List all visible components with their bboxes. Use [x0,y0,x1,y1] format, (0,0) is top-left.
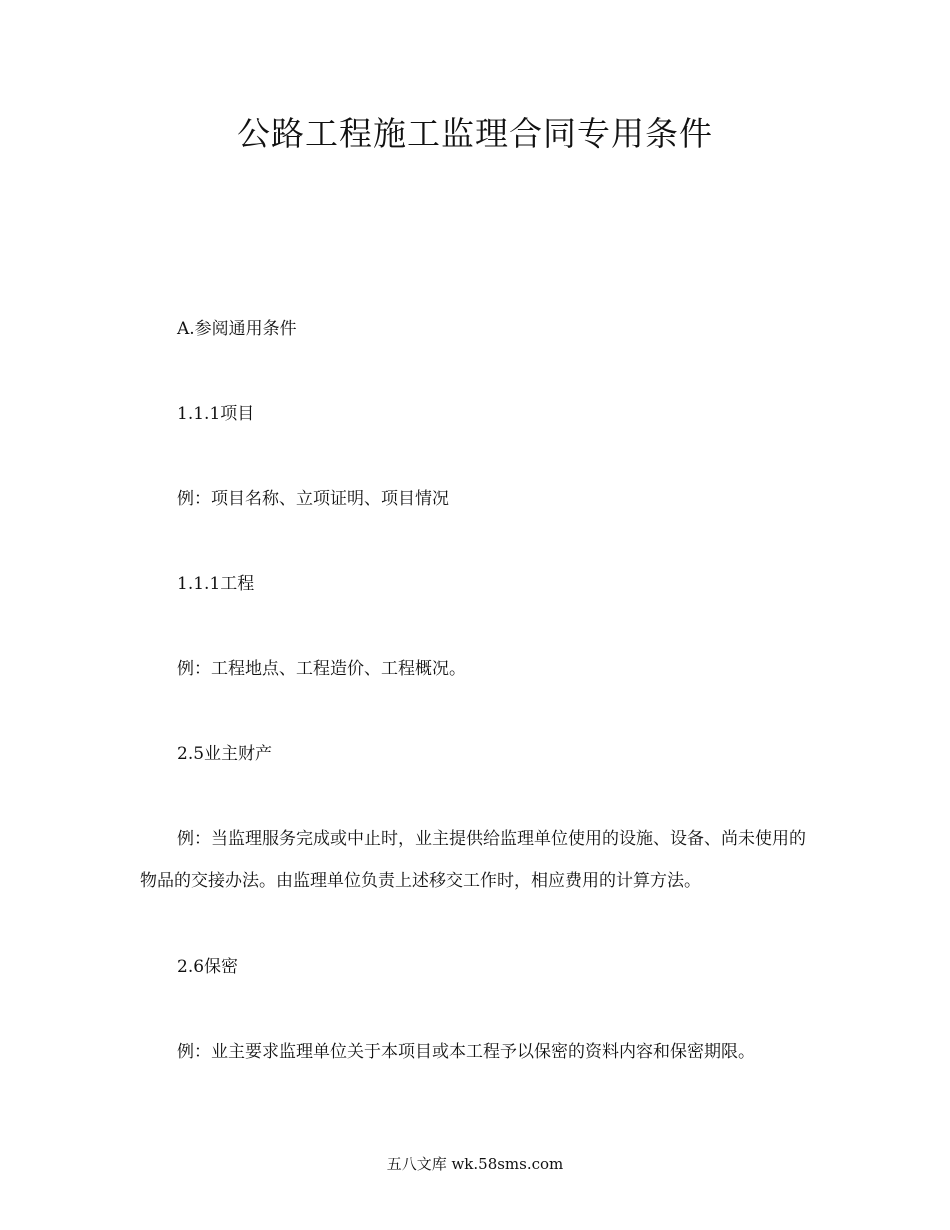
example-paragraph: 例：当监理服务完成或中止时，业主提供给监理单位使用的设施、设备、尚未使用的物品的交接办法。由监理单位负责上述移交工作时，相应费用的计算方法。 [140,829,806,891]
example-paragraph: 例：业主要求监理单位关于本项目或本工程予以保密的资料内容和保密期限。 [177,1042,755,1062]
section-heading: 2.6保密 [177,957,239,977]
section-heading: A.参阅通用条件 [177,319,297,339]
section-heading: 1.1.1项目 [177,404,255,424]
document-title: 公路工程施工监理合同专用条件 [237,114,713,153]
example-paragraph: 例：工程地点、工程造价、工程概况。 [177,659,466,679]
page-footer: 五八文库 wk.58sms.com [386,1155,564,1173]
section-heading: 1.1.1工程 [177,574,255,594]
section-heading: 2.5业主财产 [177,744,273,764]
example-paragraph: 例：项目名称、立项证明、项目情况 [177,489,449,509]
